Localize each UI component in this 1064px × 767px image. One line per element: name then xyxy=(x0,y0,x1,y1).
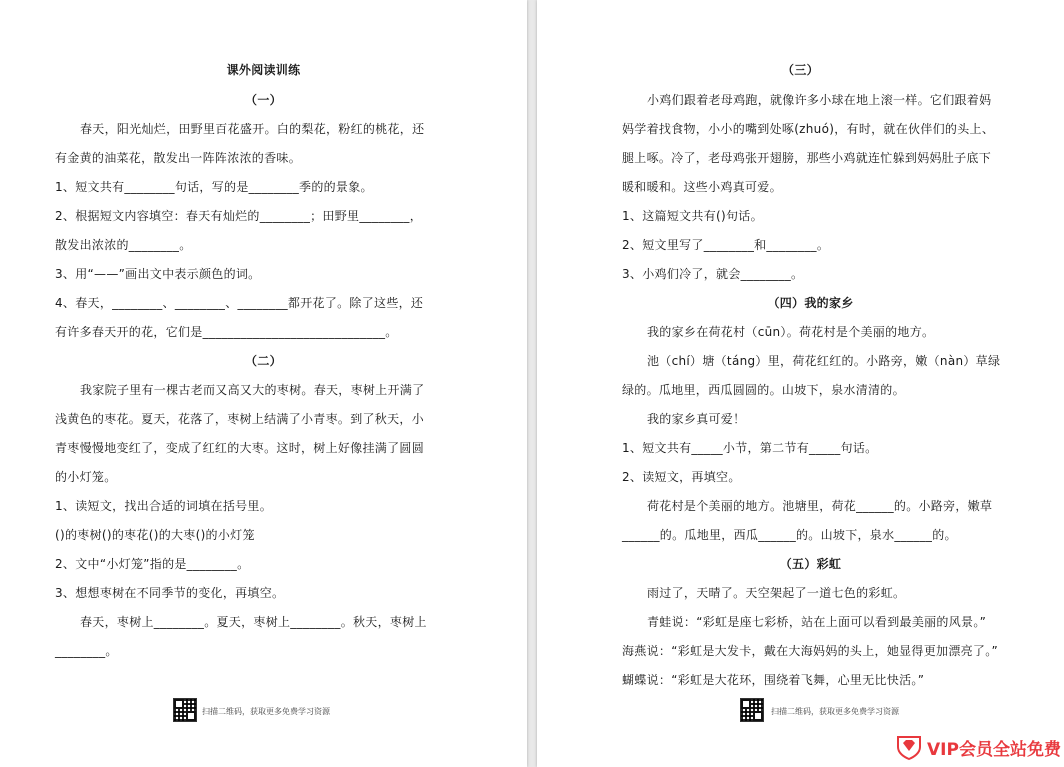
paragraph-line: 的小灯笼。 xyxy=(55,470,117,484)
section-header: （五）彩虹 xyxy=(779,557,842,571)
paragraph-line: 暖和暖和。这些小鸡真可爱。 xyxy=(622,180,782,194)
question: 1、读短文，找出合适的词填在括号里。 xyxy=(55,499,273,513)
section-header: （四）我的家乡 xyxy=(767,296,854,310)
diamond-shield-icon xyxy=(895,733,923,761)
paragraph-line: 春天，阳光灿烂，田野里百花盛开。白的梨花，粉红的桃花，还 xyxy=(80,122,425,136)
question: 2、根据短文内容填空：春天有灿烂的________；田野里________， xyxy=(55,209,423,223)
question: 1、短文共有________句话，写的是________季的的景象。 xyxy=(55,180,373,194)
vip-badge-label: VIP会员全站免费 xyxy=(927,739,1061,760)
question: 2、文中“小灯笼”指的是________。 xyxy=(55,557,250,571)
question: 4、春天，________、________、________都开花了。除了这些，还 xyxy=(55,296,424,310)
paragraph-line: 蝴蝶说：“彩虹是大花环，围绕着飞舞，心里无比快活。” xyxy=(622,673,925,687)
paragraph-line: 池（chí）塘（táng）里，荷花红红的。小路旁，嫩（nàn）草绿 xyxy=(647,354,1001,368)
question: 荷花村是个美丽的地方。池塘里，荷花______的。小路旁，嫩草 xyxy=(647,499,993,513)
paragraph-line: 我家院子里有一棵古老而又高又大的枣树。春天，枣树上开满了 xyxy=(80,383,425,397)
question: 3、想想枣树在不同季节的变化，再填空。 xyxy=(55,586,285,600)
document-page-left xyxy=(0,0,527,767)
paragraph-line: 腿上啄。冷了，老母鸡张开翅膀，那些小鸡就连忙躲到妈妈肚子底下 xyxy=(622,151,992,165)
question: 有许多春天开的花，它们是_____________________________。 xyxy=(55,325,398,339)
question: 2、短文里写了________和________。 xyxy=(622,238,830,252)
paragraph-line: 绿的。瓜地里，西瓜圆圆的。山坡下，泉水清清的。 xyxy=(622,383,905,397)
paragraph-line: 妈学着找食物，小小的嘴到处啄(zhuó)，有时，就在伙伴们的头上、 xyxy=(622,122,995,136)
paragraph-line: 青枣慢慢地变红了，变成了红红的大枣。这时，树上好像挂满了圆圆 xyxy=(55,441,425,455)
question: ()的枣树()的枣花()的大枣()的小灯笼 xyxy=(55,528,255,542)
section-header: （一） xyxy=(245,93,282,107)
footer-caption: 扫描二维码，获取更多免费学习资源 xyxy=(202,707,330,716)
page-title: 课外阅读训练 xyxy=(226,63,301,77)
qr-code-icon xyxy=(173,698,197,722)
question: ________。 xyxy=(55,644,118,658)
paragraph-line: 雨过了，天晴了。天空架起了一道七色的彩虹。 xyxy=(647,586,906,600)
vip-badge[interactable] xyxy=(889,727,1064,767)
question: 3、小鸡们冷了，就会________。 xyxy=(622,267,804,281)
qr-code-icon xyxy=(740,698,764,722)
document-page-right xyxy=(537,0,1064,767)
question: 散发出浓浓的________。 xyxy=(55,238,192,252)
paragraph-line: 有金黄的油菜花，散发出一阵阵浓浓的香味。 xyxy=(55,151,302,165)
question: 3、用“——”画出文中表示颜色的词。 xyxy=(55,267,261,281)
question: 1、短文共有_____小节，第二节有_____句话。 xyxy=(622,441,878,455)
paragraph-line: 我的家乡在荷花村（cūn）。荷花村是个美丽的地方。 xyxy=(647,325,935,339)
section-header: （三） xyxy=(782,63,819,77)
question: ______的。瓜地里，西瓜______的。山坡下，泉水______的。 xyxy=(622,528,957,542)
question: 1、这篇短文共有()句话。 xyxy=(622,209,763,223)
footer-caption: 扫描二维码，获取更多免费学习资源 xyxy=(771,707,899,716)
question: 春天，枣树上________。夏天，枣树上________。秋天，枣树上 xyxy=(80,615,427,629)
paragraph-line: 小鸡们跟着老母鸡跑，就像许多小球在地上滚一样。它们跟着妈 xyxy=(647,93,992,107)
question: 2、读短文，再填空。 xyxy=(622,470,741,484)
paragraph-line: 海燕说：“彩虹是大发卡，戴在大海妈妈的头上，她显得更加漂亮了。” xyxy=(622,644,999,658)
paragraph-line: 青蛙说：“彩虹是座七彩桥，站在上面可以看到最美丽的风景。” xyxy=(647,615,987,629)
section-header: （二） xyxy=(245,354,282,368)
paragraph-line: 我的家乡真可爱！ xyxy=(647,412,746,426)
paragraph-line: 浅黄色的枣花。夏天，花落了，枣树上结满了小青枣。到了秋天，小 xyxy=(55,412,425,426)
